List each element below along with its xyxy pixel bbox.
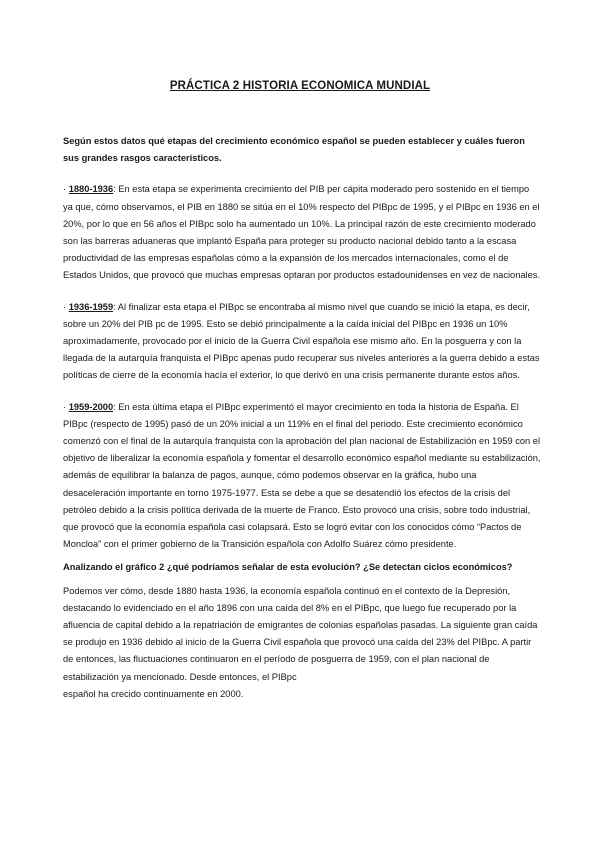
stage-paragraph-1936-1959	[63, 299, 541, 385]
stage-label: 1936-1959	[68, 301, 114, 312]
bullet: ·	[63, 301, 69, 312]
question-1: Según estos datos qué etapas del crecimiento económico español se pueden establecer y cuáles fueron sus grandes rasgos característicos.	[63, 136, 525, 164]
stage-label: 1880-1936	[68, 184, 114, 195]
document-body	[63, 133, 541, 703]
stage-text: : En esta etapa se experimenta crecimiento del PIB per cápita moderado pero sostenido en el tiempo ya que, cómo observamos, el PIB en 1880 se sitúa en el 10% respecto del PIBpc de 1995, y el PIBpc en 1936 en el 20%, por lo que en 56 años el PIBpc solo ha aumentado un 10%. La principal razón de este crecimiento moderado son las barreras aduaneras que implantó España para proteger su producto nacional debido tanto a la escasa productividad de las empresas españolas cómo a la expansión de los mercados internacionales, como el de Estados Unidos, que provocó que muchas empresas optaran por productos estadounidenses en vez de nacionales.	[63, 184, 541, 281]
stage-paragraph-1959-2000	[63, 399, 541, 554]
question-2: Analizando el gráfico 2 ¿qué podríamos señalar de esta evolución? ¿Se detectan ciclos económicos?	[63, 562, 513, 573]
answer-2	[63, 583, 541, 703]
stage-text: : Al finalizar esta etapa el PIBpc se encontraba al mismo nivel que cuando se inició la etapa, es decir, sobre un 20% del PIB pc de 1995. Esto se debió principalmente a la caída inicial del PIBpc en 1936 un 10% aproximadamente, provocado por el inicio de la Guerra Civil española ese mismo año. En la posguerra y con la llegada de la autarquía franquista el PIBpc apenas pudo recuperar sus niveles anteriores a la guerra debido a estas políticas de cierre de la economía hacía el exterior, lo que derivó en una crisis permanente durante estos años.	[63, 301, 540, 381]
answer-2-end: español ha crecido continuamente en 2000.	[63, 688, 244, 699]
stage-label: 1959-2000	[68, 401, 114, 412]
bullet: ·	[63, 184, 69, 195]
bullet: ·	[63, 401, 69, 412]
answer-2-text: Podemos ver cómo, desde 1880 hasta 1936, la economía española continuó en el contexto de la Depresión, destacando lo evidenciado en el año 1896 con una caída del 8% en el PIBpc, que luego fue recuperado por la afluencia de capital debido a la repatriación de emigrantes de colonias españolas pasadas. La siguiente gran caída se produjo en 1936 debido al inicio de la Guerra Civil española que provocó una caída del 23% del PIBpc. A partir de entonces, las fluctuaciones continuaron en el período de posguerra de 1959, con el plan nacional de estabilización ya mencionado. Desde entonces, el PIBpc	[63, 585, 538, 682]
document-title: PRÁCTICA 2 HISTORIA ECONOMICA MUNDIAL	[169, 80, 431, 92]
stage-paragraph-1880-1936	[63, 181, 541, 284]
stage-text: : En esta última etapa el PIBpc experimentó el mayor crecimiento en toda la historia de España. El PIBpc (respecto de 1995) pasó de un 20% inicial a un 119% en el final del periodo. Este crecimiento económico comenzó con el final de la autarquía franquista con la aprobación del plan nacional de Estabilización en 1959 con el objetivo de liberalizar la economía española y fomentar el desarrollo económico español mediante su estabilización, además de equilibrar la balanza de pagos, aunque, cómo podemos observar en la gráfica, hubo una desaceleración importante en torno 1975-1977. Esta se debe a que se desatendió los efectos de la crisis del petróleo debido a la crisis política derivada de la muerte de Franco. Esto provocó una crisis, sobre todo industrial, que provocó que la economía española casi colapsará. Esto se logró evitar con los conocidos cómo “Pactos de Moncloa” con el primer gobierno de la Transición española con Adolfo Suárez cómo presidente.	[63, 401, 541, 550]
